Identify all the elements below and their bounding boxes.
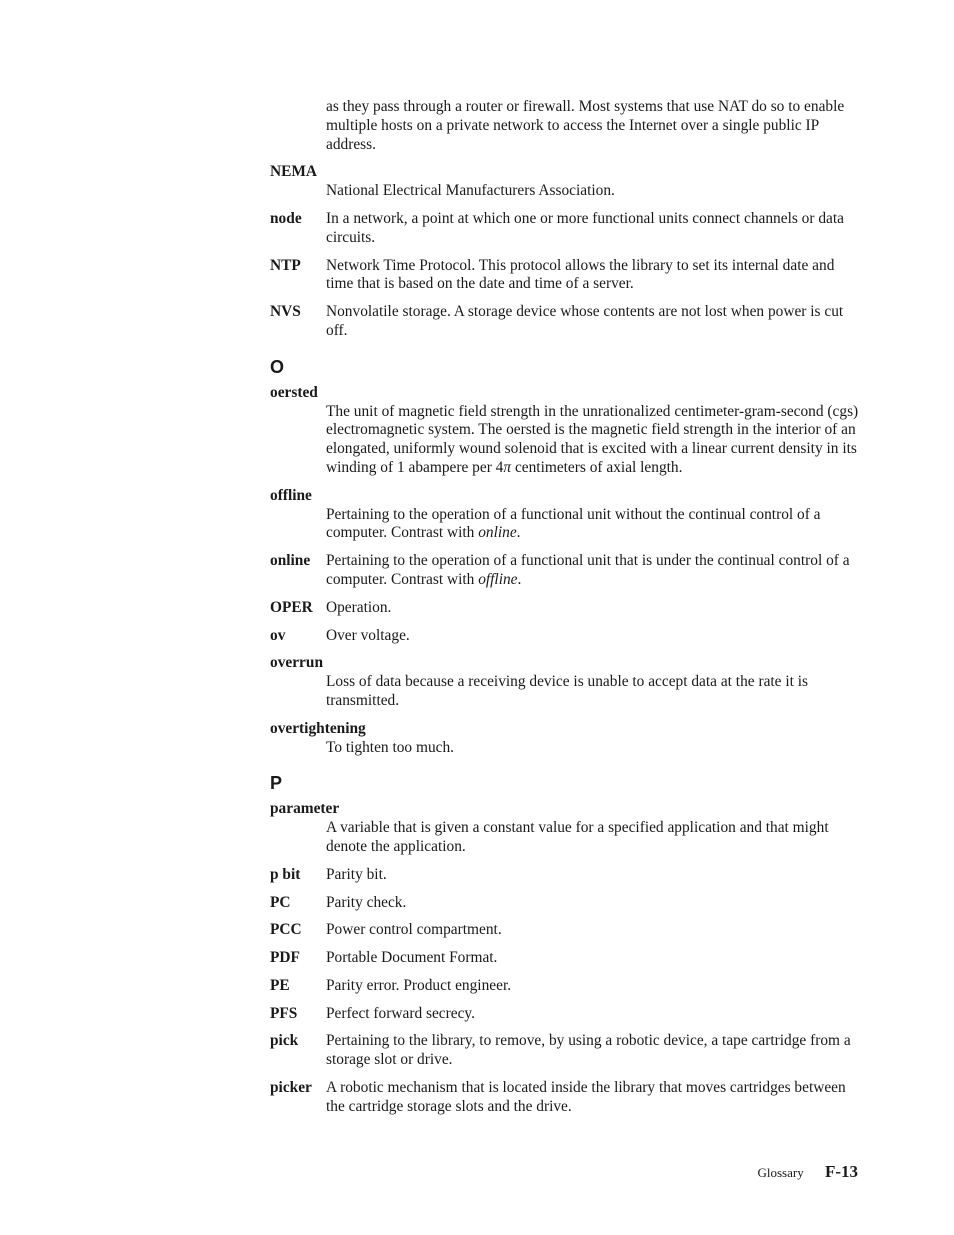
glossary-entry: [270, 163, 860, 201]
definition-text: centimeters of axial length.: [511, 458, 683, 476]
definition-italic-term: π: [503, 458, 512, 476]
glossary-entry: [270, 654, 860, 710]
glossary-term: PCC: [270, 921, 302, 939]
definition-text: Pertaining to the operation of a functional unit without the continual control of a computer. Contrast with: [326, 505, 821, 542]
glossary-term: node: [270, 209, 302, 227]
glossary-definition: To tighten too much.: [326, 738, 455, 756]
glossary-sections: [270, 163, 860, 1116]
glossary-term: PFS: [270, 1004, 298, 1022]
glossary-term: parameter: [270, 800, 340, 818]
definition-text: .: [517, 570, 522, 588]
footer-section-label: Glossary: [757, 1165, 804, 1180]
glossary-term: NEMA: [270, 163, 318, 181]
glossary-entry: [270, 720, 860, 758]
glossary-definition: Parity error. Product engineer.: [326, 976, 512, 994]
glossary-definition: Power control compartment.: [326, 921, 502, 939]
definition-text: .: [516, 524, 521, 542]
glossary-entry: [270, 627, 860, 646]
glossary-definition: Network Time Protocol. This protocol allows the library to set its internal date and time that is based on the date and time of a server.: [326, 256, 835, 293]
definition-text: Pertaining to the operation of a functional unit that is under the continual control of a computer. Contrast with: [326, 552, 850, 588]
glossary-definition: Operation.: [326, 598, 392, 616]
glossary-definition: Loss of data because a receiving device is unable to accept data at the rate it is transmitted.: [326, 673, 809, 709]
glossary-entry: [270, 921, 860, 940]
glossary-term: NTP: [270, 256, 301, 274]
page-footer: [757, 1161, 858, 1184]
glossary-definition: National Electrical Manufacturers Association.: [326, 182, 615, 200]
glossary-term: oersted: [270, 383, 318, 401]
glossary-entry: [270, 1032, 860, 1070]
glossary-entry: [270, 552, 860, 590]
glossary-term: p bit: [270, 865, 301, 883]
glossary-entry: [270, 599, 860, 618]
glossary-definition: Portable Document Format.: [326, 949, 498, 967]
section-heading-o: O: [270, 356, 285, 377]
glossary-term: PC: [270, 893, 291, 911]
glossary-entry: [270, 1079, 860, 1117]
glossary-entry: [270, 866, 860, 885]
glossary-term: PDF: [270, 949, 300, 967]
glossary-definition: A variable that is given a constant value for a specified application and that might denote the application.: [326, 819, 829, 855]
glossary-term: pick: [270, 1032, 299, 1050]
definition-italic-term: online: [478, 524, 517, 542]
glossary-page: [270, 98, 860, 1117]
glossary-definition: Pertaining to the library, to remove, by using a robotic device, a tape cartridge from a storage slot or drive.: [326, 1032, 851, 1069]
glossary-definition: Perfect forward secrecy.: [326, 1004, 475, 1022]
glossary-term: overtightening: [270, 719, 366, 737]
glossary-term: overrun: [270, 654, 324, 672]
glossary-entry: [270, 210, 860, 248]
glossary-entry: [270, 800, 860, 856]
glossary-definition: [326, 403, 860, 478]
glossary-definition: Parity bit.: [326, 865, 387, 883]
continued-definition: as they pass through a router or firewall. Most systems that use NAT do so to enable multiple hosts on a private network to access the Internet over a single public IP address.: [326, 98, 845, 153]
glossary-entry: [270, 949, 860, 968]
glossary-term: OPER: [270, 598, 313, 616]
glossary-entry: [270, 303, 860, 341]
glossary-entry: [270, 894, 860, 913]
section-heading-p: P: [270, 773, 283, 794]
glossary-definition: Nonvolatile storage. A storage device whose contents are not lost when power is cut off.: [326, 303, 844, 339]
glossary-definition: [326, 552, 860, 590]
glossary-definition: In a network, a point at which one or more functional units connect channels or data circuits.: [326, 209, 844, 246]
definition-italic-term: offline: [478, 570, 518, 588]
glossary-entry: [270, 487, 860, 543]
glossary-definition: Parity check.: [326, 893, 407, 911]
glossary-term: picker: [270, 1079, 312, 1097]
glossary-term: offline: [270, 486, 312, 504]
glossary-entry: [270, 977, 860, 996]
glossary-definition: A robotic mechanism that is located inside the library that moves cartridges between the cartridge storage slots and the drive.: [326, 1079, 846, 1115]
glossary-term: PE: [270, 976, 290, 994]
glossary-entry: [270, 1005, 860, 1024]
glossary-term: online: [270, 552, 311, 570]
page-number: F-13: [824, 1162, 858, 1181]
glossary-definition: Over voltage.: [326, 626, 410, 644]
glossary-term: ov: [270, 626, 286, 644]
glossary-entry: [270, 257, 860, 295]
glossary-definition: [326, 506, 860, 544]
glossary-entry: [270, 384, 860, 478]
definition-text: The unit of magnetic field strength in the unrationalized centimeter-gram-second (cgs) electromagnetic system. The oersted is the magnetic field strength in the interior of an elongated, uniformly wound solenoid that is excited with a linear current density in its winding of 1 abampere per 4: [326, 402, 859, 476]
glossary-term: NVS: [270, 303, 301, 321]
